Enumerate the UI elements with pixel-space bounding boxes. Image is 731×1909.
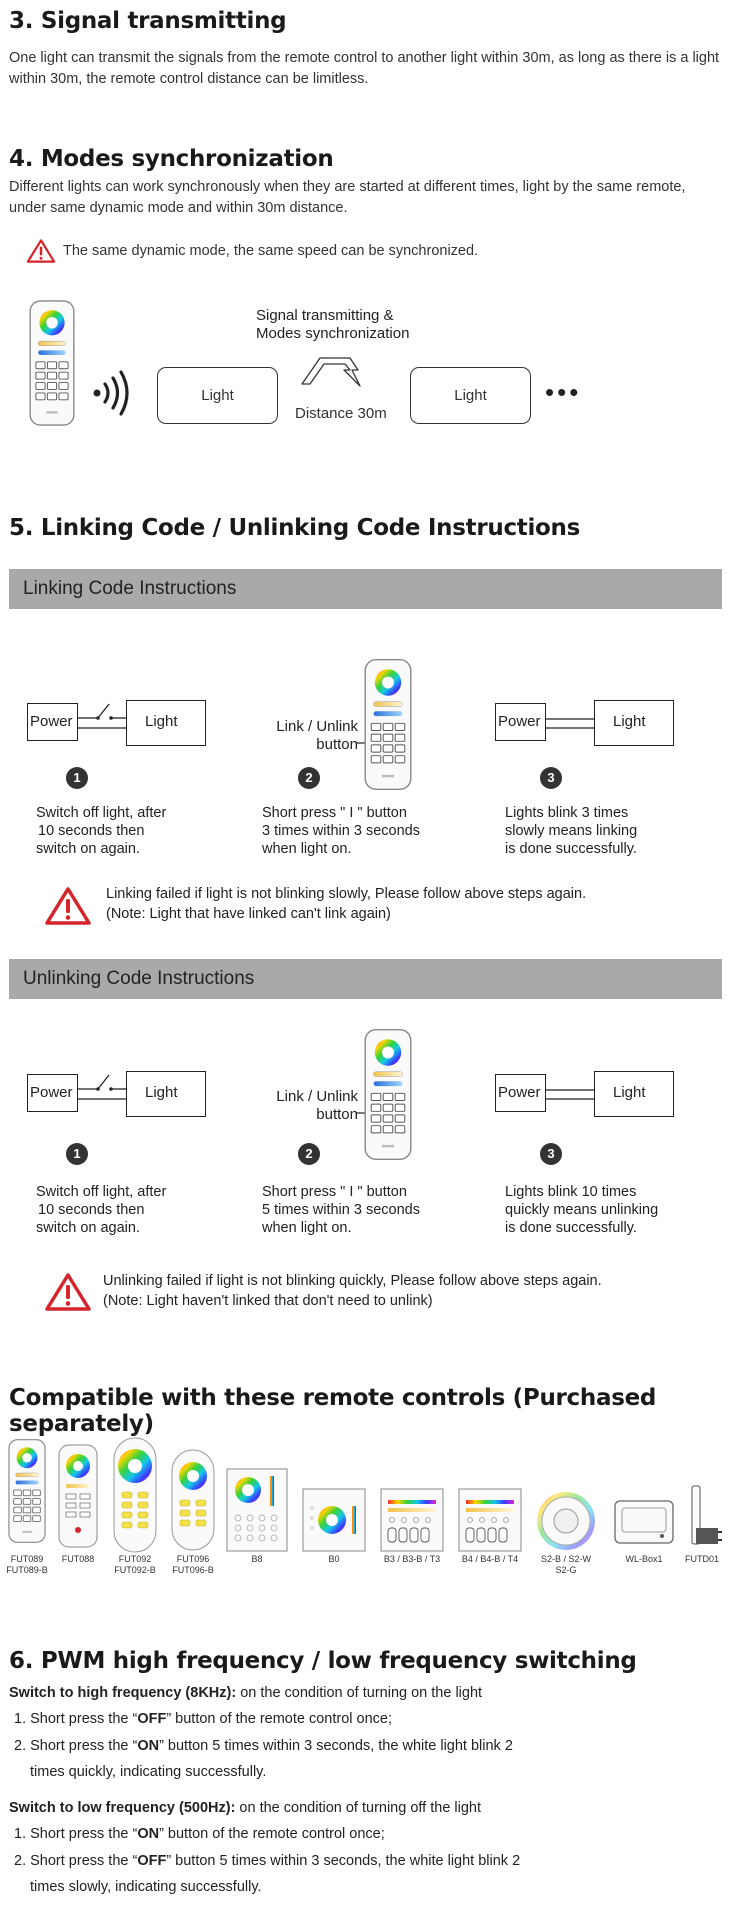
unlinking-header: Unlinking Code Instructions: [23, 968, 255, 989]
light-box: Light: [126, 700, 206, 746]
unlinking-header-bar: [9, 959, 722, 999]
b0-panel-icon: [302, 1488, 366, 1552]
high-frequency-heading: Switch to high frequency (8KHz): on the condition of turning on the light: [9, 1685, 483, 1701]
remote-control-icon: [364, 1025, 412, 1164]
step-1-badge: 1: [66, 767, 88, 789]
step-3-text: Lights blink 3 times slowly means linking is done successfully.: [505, 805, 638, 857]
power-box: Power: [27, 703, 78, 741]
high-frequency-step-2: 2. Short press the “ON” button 5 times within 3 seconds, the white light blink 2: [14, 1738, 513, 1754]
step-2-text: Short press " I " button 3 times within 3 seconds when light on.: [262, 805, 420, 857]
switch-icon: [78, 690, 126, 734]
low-frequency-heading: Switch to low frequency (500Hz): on the condition of turning off the light: [9, 1800, 482, 1816]
compat-caption: B8: [251, 1554, 263, 1564]
signal-waves-icon: [92, 370, 134, 416]
low-frequency-step-2: 2. Short press the “OFF” button 5 times within 3 seconds, the white light blink 2: [14, 1853, 521, 1869]
step-1-badge: 1: [66, 1143, 88, 1165]
light-box-1: Light: [157, 367, 278, 424]
distance-label: Distance 30m: [295, 405, 387, 422]
step-2-badge: 2: [298, 767, 320, 789]
section-4-body: Different lights can work synchronously when they are started at different times, light by the same remote, under same dynamic mode and within 30m distance.: [9, 179, 686, 216]
linking-header-bar: [9, 569, 722, 609]
light-box: Light: [126, 1071, 206, 1117]
low-frequency-step-1: 1. Short press the “ON” button of the remote control once;: [14, 1826, 385, 1842]
fut089-remote-icon: [8, 1432, 46, 1550]
high-frequency-step-1: 1. Short press the “OFF” button of the remote control once;: [14, 1711, 392, 1727]
compat-caption: WL-Box1: [625, 1554, 663, 1564]
light-box-2: Light: [410, 367, 531, 424]
power-box-2: Power: [495, 703, 546, 741]
linking-failed-note: Linking failed if light is not blinking slowly, Please follow above steps again. (Note: Light that have linked can't link again): [106, 886, 587, 922]
compat-caption: B0: [328, 1554, 340, 1564]
b8-panel-icon: [226, 1468, 288, 1552]
compat-caption: FUTD01: [684, 1554, 719, 1564]
connection-wire: [546, 1086, 594, 1106]
wl-box1-icon: [614, 1500, 674, 1544]
compat-caption: S2-B / S2-W S2-G: [540, 1554, 591, 1575]
low-frequency-step-2-cont: times slowly, indicating successfully.: [30, 1879, 262, 1895]
compat-caption: FUT096 FUT096-B: [172, 1554, 214, 1575]
compat-caption: B4 / B4-B / T4: [461, 1554, 519, 1564]
fut096-remote-icon: [170, 1448, 216, 1552]
warning-icon: [44, 886, 92, 926]
b3-panel-icon: [380, 1488, 444, 1552]
link-unlink-button-label: Link / Unlink button: [276, 718, 358, 753]
warning-icon: [44, 1272, 92, 1312]
futd01-icon: [686, 1484, 722, 1552]
section-3-title: 3. Signal transmitting: [9, 8, 287, 34]
step-3-badge: 3: [540, 1143, 562, 1165]
compat-caption: FUT089 FUT089-B: [6, 1554, 48, 1575]
power-box-2: Power: [495, 1074, 546, 1112]
remote-control-icon: [29, 295, 75, 431]
section-6-title: 6. PWM high frequency / low frequency switching: [9, 1648, 637, 1674]
compat-caption: B3 / B3-B / T3: [383, 1554, 441, 1564]
power-box: Power: [27, 1074, 78, 1112]
step-1-text: Switch off light, after 10 seconds then switch on again.: [36, 805, 167, 857]
unlinking-failed-note: Unlinking failed if light is not blinking quickly, Please follow above steps again. (Note: Light haven't linked that don't need to unlink): [103, 1273, 602, 1309]
step-3-badge: 3: [540, 767, 562, 789]
high-frequency-step-2-cont: times quickly, indicating successfully.: [30, 1764, 267, 1780]
compatible-title: Compatible with these remote controls (Purchased separately): [9, 1385, 657, 1437]
curved-arrow-icon: [300, 350, 368, 392]
section-5-title: 5. Linking Code / Unlinking Code Instructions: [9, 515, 581, 541]
compat-caption: FUT088: [61, 1554, 95, 1564]
light-box-3: Light: [594, 700, 674, 746]
connection-wire: [546, 715, 594, 735]
more-lights-dots: •••: [545, 377, 582, 407]
step-3-text: Lights blink 10 times quickly means unlinking is done successfully.: [505, 1184, 659, 1236]
step-2-text: Short press " I " button 5 times within 3 seconds when light on.: [262, 1184, 420, 1236]
compatible-remotes-row: [0, 1428, 731, 1575]
b4-panel-icon: [458, 1488, 522, 1552]
section-3-body: One light can transmit the signals from the remote control to another light within 30m, as long as there is a light within 30m, the remote control distance can be limitless.: [9, 50, 720, 87]
link-unlink-button-label: Link / Unlink button: [276, 1088, 358, 1123]
sync-warning-text: The same dynamic mode, the same speed can be synchronized.: [63, 243, 479, 259]
remote-control-icon: [364, 655, 412, 794]
sync-diagram-caption: Signal transmitting & Modes synchronization: [256, 307, 410, 342]
s2-knob-icon: [535, 1490, 597, 1552]
step-1-text: Switch off light, after 10 seconds then switch on again.: [36, 1184, 167, 1236]
linking-header: Linking Code Instructions: [23, 578, 237, 599]
compat-caption: FUT092 FUT092-B: [114, 1554, 156, 1575]
switch-icon: [78, 1061, 126, 1105]
section-4-title: 4. Modes synchronization: [9, 146, 334, 172]
light-box-3: Light: [594, 1071, 674, 1117]
fut088-remote-icon: [58, 1444, 98, 1548]
fut092-remote-icon: [112, 1436, 158, 1554]
warning-icon: [26, 238, 56, 264]
step-2-badge: 2: [298, 1143, 320, 1165]
